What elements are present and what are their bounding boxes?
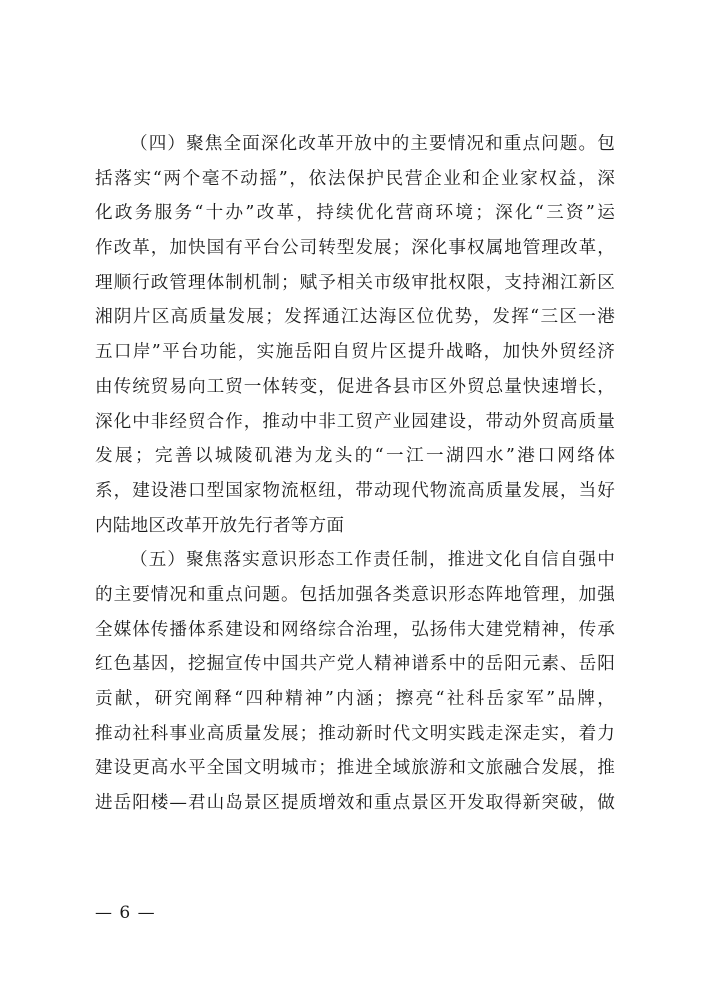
text-line: 括落实“两个毫不动摇”，依法保护民营企业和企业家权益，深 <box>95 168 615 189</box>
text-line: 湘阴片区高质量发展；发挥通江达海区位优势，发挥“三区一港 <box>95 307 615 328</box>
paragraph-4 <box>95 127 615 543</box>
text-line: 进岳阳楼—君山岛景区提质增效和重点景区开发取得新突破，做 <box>95 793 615 814</box>
body-text <box>95 127 615 821</box>
text-line: 贡献，研究阐释“四种精神”内涵；擦亮“社科岳家军”品牌， <box>95 689 615 709</box>
text-line: 发展；完善以城陵矶港为龙头的“一江一湖四水”港口网络体 <box>95 446 615 467</box>
text-line: 由传统贸易向工贸一体转变，促进各县市区外贸总量快速增长， <box>95 376 615 397</box>
text-line: 的主要情况和重点问题。包括加强各类意识形态阵地管理，加强 <box>95 584 615 605</box>
text-line: （四）聚焦全面深化改革开放中的主要情况和重点问题。包 <box>130 134 615 154</box>
text-line: 作改革，加快国有平台公司转型发展；深化事权属地管理改革， <box>95 238 615 259</box>
text-line: 化政务服务“十办”改革，持续优化营商环境；深化“三资”运 <box>95 203 615 224</box>
page-number: — 6 — <box>95 903 156 923</box>
text-line: 内陆地区改革开放先行者等方面 <box>95 515 345 536</box>
text-line: 理顺行政管理体制机制；赋予相关市级审批权限，支持湘江新区 <box>95 272 615 293</box>
text-line: 五口岸”平台功能，实施岳阳自贸片区提升战略，加快外贸经济 <box>95 342 615 363</box>
text-line: 红色基因，挖掘宣传中国共产党人精神谱系中的岳阳元素、岳阳 <box>95 654 615 675</box>
paragraph-5 <box>95 543 615 821</box>
text-line: 推动社科事业高质量发展；推动新时代文明实践走深走实，着力 <box>95 723 615 744</box>
text-line: 全媒体传播体系建设和网络综合治理，弘扬伟大建党精神，传承 <box>95 619 615 640</box>
text-line: 建设更高水平全国文明城市；推进全域旅游和文旅融合发展，推 <box>95 758 615 779</box>
text-line: （五）聚焦落实意识形态工作责任制，推进文化自信自强中 <box>130 550 615 571</box>
text-line: 系，建设港口型国家物流枢纽，带动现代物流高质量发展，当好 <box>95 480 615 501</box>
text-line: 深化中非经贸合作，推动中非工贸产业园建设，带动外贸高质量 <box>95 411 615 432</box>
